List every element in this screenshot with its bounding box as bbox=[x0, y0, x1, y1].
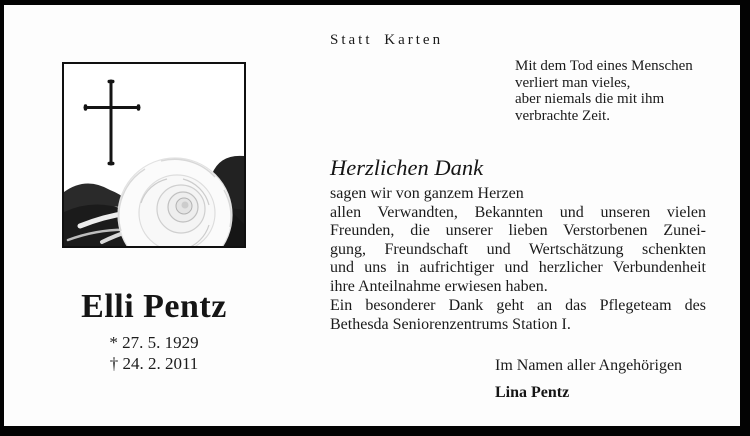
rose-cross-illustration bbox=[64, 64, 244, 246]
life-dates bbox=[32, 332, 276, 374]
paragraph-line: ihre Anteilnahme erwiesen haben. bbox=[330, 277, 548, 295]
memorial-photo bbox=[62, 62, 246, 248]
paragraph-line: sagen wir von ganzem Herzen bbox=[330, 185, 524, 202]
obituary-card bbox=[4, 5, 740, 426]
quote-line: verliert man vieles, bbox=[515, 74, 631, 91]
special-thanks-paragraph bbox=[330, 296, 706, 334]
paragraph-line: Bethesda Seniorenzentrums Station I. bbox=[330, 316, 571, 333]
quote-line: Mit dem Tod eines Menschen bbox=[515, 58, 693, 74]
statt-karten-label: Statt Karten bbox=[330, 32, 444, 48]
paragraph-line: Freunden, die unserer lieben Verstorbenen Zunei- bbox=[330, 222, 706, 239]
condolence-quote bbox=[515, 58, 725, 124]
thanks-paragraph bbox=[330, 185, 706, 296]
in-name-of-line: Im Namen aller Angehörigen bbox=[495, 357, 683, 374]
thanks-heading: Herzlichen Dank bbox=[330, 155, 484, 180]
paragraph-line: allen Verwandten, Bekannten und unseren vielen bbox=[330, 203, 706, 221]
birth-date: * 27. 5. 1929 bbox=[109, 333, 199, 352]
deceased-name: Elli Pentz bbox=[81, 288, 227, 325]
closing-block bbox=[495, 357, 682, 402]
paragraph-line: und uns in aufrichtiger und herzlicher Verbundenheit bbox=[330, 259, 706, 276]
quote-line: verbrachte Zeit. bbox=[515, 107, 610, 124]
paragraph-line: gung, Freundschaft und Wertschätzung schenkten bbox=[330, 240, 706, 258]
signature-name: Lina Pentz bbox=[495, 384, 570, 401]
paragraph-line: Ein besonderer Dank geht an das Pflegeteam des bbox=[330, 297, 706, 314]
quote-line: aber niemals die mit ihm bbox=[515, 91, 665, 107]
death-date: † 24. 2. 2011 bbox=[109, 354, 199, 373]
